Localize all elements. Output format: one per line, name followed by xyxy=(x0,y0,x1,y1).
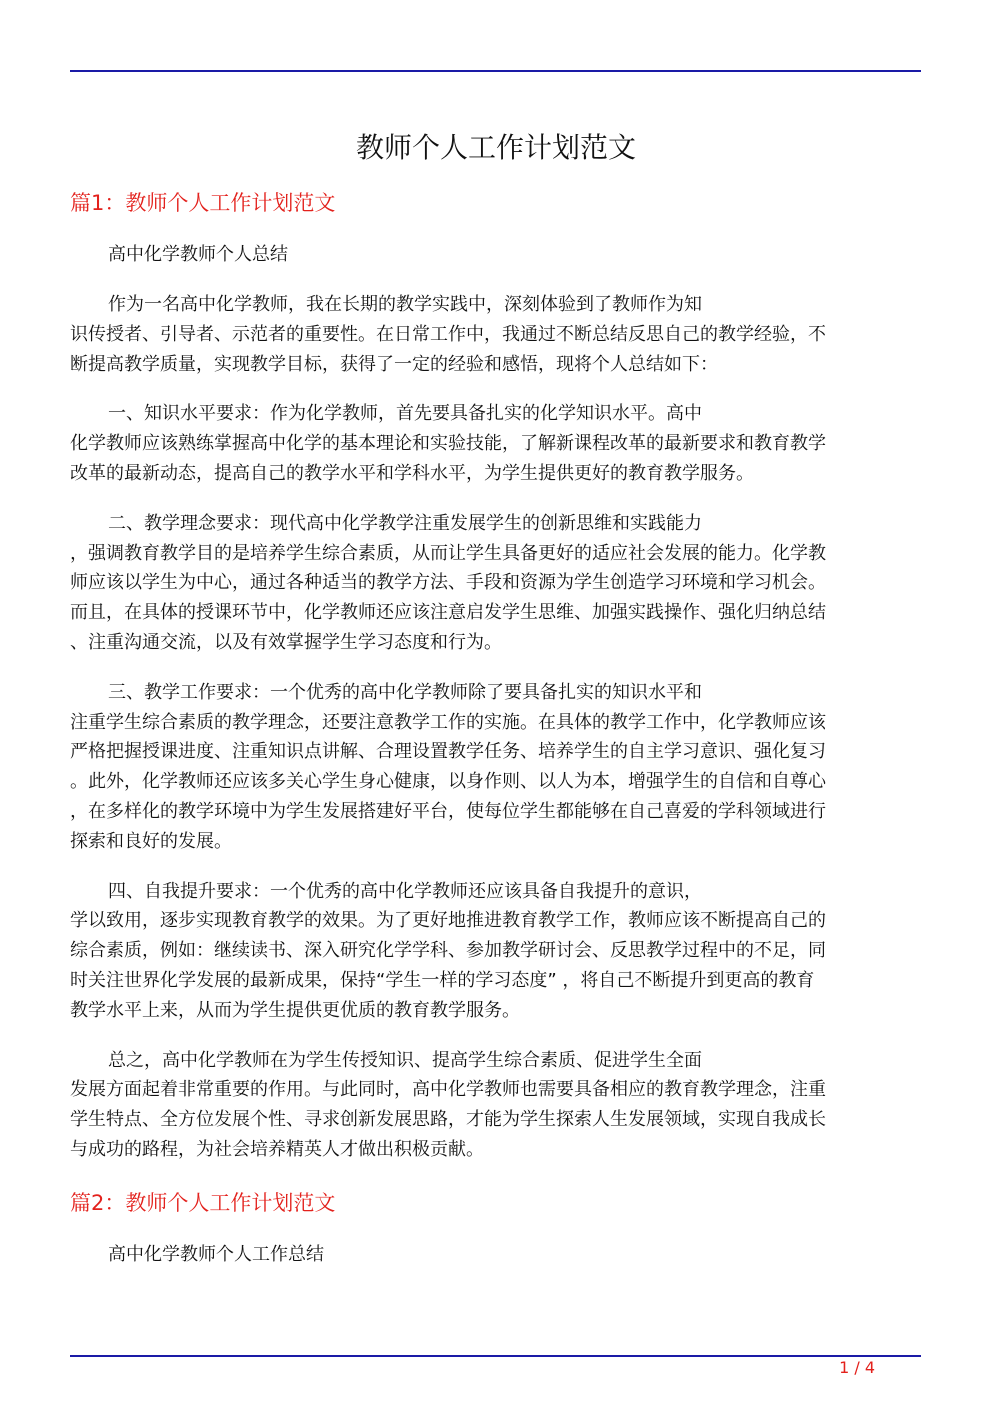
paragraph xyxy=(70,678,921,857)
paragraph-line: 注重学生综合素质的教学理念，还要注意教学工作的实施。在具体的教学工作中，化学教师应该 xyxy=(70,711,826,733)
paragraph-line: 探索和良好的发展。 xyxy=(70,830,232,852)
paragraph-line: 综合素质，例如：继续读书、深入研究化学学科、参加教学研讨会、反思教学过程中的不足，同 xyxy=(70,940,826,962)
section-heading: 篇1：教师个人工作计划范文 xyxy=(70,191,336,215)
paragraph-line: 识传授者、引导者、示范者的重要性。在日常工作中，我通过不断总结反思自己的教学经验，不 xyxy=(70,323,826,345)
paragraph-line: 断提高教学质量，实现教学目标，获得了一定的经验和感悟，现将个人总结如下： xyxy=(70,353,718,375)
section-subtitle: 高中化学教师个人总结 xyxy=(108,244,288,265)
document-body xyxy=(70,187,921,1270)
paragraph-line: 、注重沟通交流，以及有效掌握学生学习态度和行为。 xyxy=(70,631,502,653)
paragraph-line: 学生特点、全方位发展个性、寻求创新发展思路，才能为学生探索人生发展领域，实现自我成长 xyxy=(70,1109,826,1131)
paragraph-line: 发展方面起着非常重要的作用。与此同时，高中化学教师也需要具备相应的教育教学理念，注重 xyxy=(70,1079,826,1101)
paragraph-line: 一、知识水平要求：作为化学教师，首先要具备扎实的化学知识水平。高中 xyxy=(108,403,702,425)
paragraph-line: 时关注世界化学发展的最新成果，保持“学生一样的学习态度” ，将自己不断提升到更高的教育 xyxy=(70,969,815,991)
paragraph-line: 二、教学理念要求：现代高中化学教学注重发展学生的创新思维和实践能力 xyxy=(108,512,702,534)
paragraph-line: 教学水平上来，从而为学生提供更优质的教育教学服务。 xyxy=(70,999,520,1021)
paragraph-line: 作为一名高中化学教师，我在长期的教学实践中，深刻体验到了教师作为知 xyxy=(108,294,702,315)
paragraph-line: ，在多样化的教学环境中为学生发展搭建好平台，使每位学生都能够在自己喜爱的学科领域进行 xyxy=(70,800,826,822)
footer-rule xyxy=(70,1355,921,1357)
header-rule xyxy=(70,70,921,72)
section-paragraphs xyxy=(70,290,921,1165)
paragraph xyxy=(70,509,921,658)
paragraph-line: 而且，在具体的授课环节中，化学教师还应该注意启发学生思维、加强实践操作、强化归纳总结 xyxy=(70,602,826,624)
paragraph xyxy=(70,1046,921,1165)
paragraph-line: 化学教师应该熟练掌握高中化学的基本理论和实验技能，了解新课程改革的最新要求和教育教学 xyxy=(70,433,826,455)
document-title: 教师个人工作计划范文 xyxy=(355,131,636,164)
paragraph-line: 总之，高中化学教师在为学生传授知识、提高学生综合素质、促进学生全面 xyxy=(108,1049,702,1071)
paragraph-line: 。此外，化学教师还应该多关心学生身心健康，以身作则、以人为本，增强学生的自信和自尊心 xyxy=(70,771,826,793)
paragraph-line: 与成功的路程，为社会培养精英人才做出积极贡献。 xyxy=(70,1138,484,1160)
section-heading: 篇2：教师个人工作计划范文 xyxy=(70,1190,336,1215)
section-subtitle: 高中化学教师个人工作总结 xyxy=(108,1243,324,1265)
paragraph-line: 严格把握授课进度、注重知识点讲解、合理设置教学任务、培养学生的自主学习意识、强化复习 xyxy=(70,741,826,763)
paragraph xyxy=(70,290,921,379)
paragraph-line: ，强调教育教学目的是培养学生综合素质，从而让学生具备更好的适应社会发展的能力。化学教 xyxy=(70,542,826,564)
paragraph-line: 师应该以学生为中心，通过各种适当的教学方法、手段和资源为学生创造学习环境和学习机会。 xyxy=(70,572,826,594)
paragraph-line: 三、教学工作要求：一个优秀的高中化学教师除了要具备扎实的知识水平和 xyxy=(108,681,702,703)
paragraph-line: 改革的最新动态，提高自己的教学水平和学科水平，为学生提供更好的教育教学服务。 xyxy=(70,462,754,484)
paragraph xyxy=(70,877,921,1026)
page-number: 1 / 4 xyxy=(839,1358,875,1377)
paragraph xyxy=(70,399,921,488)
paragraph-line: 四、自我提升要求：一个优秀的高中化学教师还应该具备自我提升的意识， xyxy=(108,880,702,902)
paragraph-line: 学以致用，逐步实现教育教学的效果。为了更好地推进教育教学工作，教师应该不断提高自己的 xyxy=(70,910,826,932)
